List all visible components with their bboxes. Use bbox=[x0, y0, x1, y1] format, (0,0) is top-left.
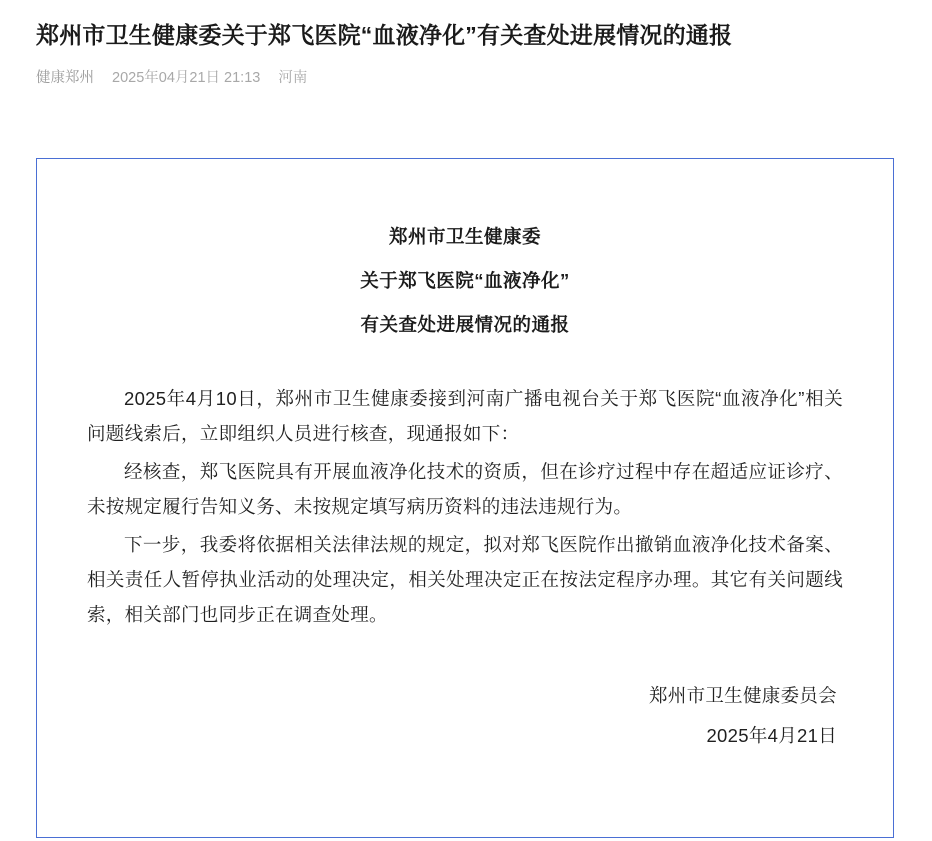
article-meta bbox=[36, 66, 896, 87]
notice-paragraph: 下一步，我委将依据相关法律法规的规定，拟对郑飞医院作出撤销血液净化技术备案、相关责任人暂停执业活动的处理决定，相关处理决定正在按法定程序办理。其它有关问题线索，相关部门也同步正在调查处理。 bbox=[87, 534, 843, 625]
notice-signature bbox=[87, 676, 843, 756]
notice-paragraph: 经核查，郑飞医院具有开展血液净化技术的资质，但在诊疗过程中存在超适应证诊疗、未按规定履行告知义务、未按规定填写病历资料的违法违规行为。 bbox=[87, 461, 843, 517]
article-source[interactable]: 健康郑州 bbox=[36, 70, 94, 86]
notice-heading-line-2: 关于郑飞医院“血液净化” bbox=[360, 270, 570, 291]
notice-document-card bbox=[36, 158, 894, 838]
article-region: 河南 bbox=[278, 70, 308, 86]
notice-heading bbox=[87, 215, 843, 347]
page-title: 郑州市卫生健康委关于郑飞医院“血液净化”有关查处进展情况的通报 bbox=[36, 22, 733, 48]
notice-signature-org: 郑州市卫生健康委员会 bbox=[648, 685, 837, 706]
notice-paragraph: 2025年4月10日，郑州市卫生健康委接到河南广播电视台关于郑飞医院“血液净化”相关问题线索后，立即组织人员进行核查，现通报如下： bbox=[87, 388, 843, 444]
article-datetime: 2025年04月21日 21:13 bbox=[112, 70, 261, 86]
notice-heading-line-3: 有关查处进展情况的通报 bbox=[360, 314, 570, 335]
notice-signature-date: 2025年4月21日 bbox=[706, 725, 837, 746]
notice-body bbox=[87, 381, 843, 632]
notice-heading-line-1: 郑州市卫生健康委 bbox=[388, 226, 541, 247]
